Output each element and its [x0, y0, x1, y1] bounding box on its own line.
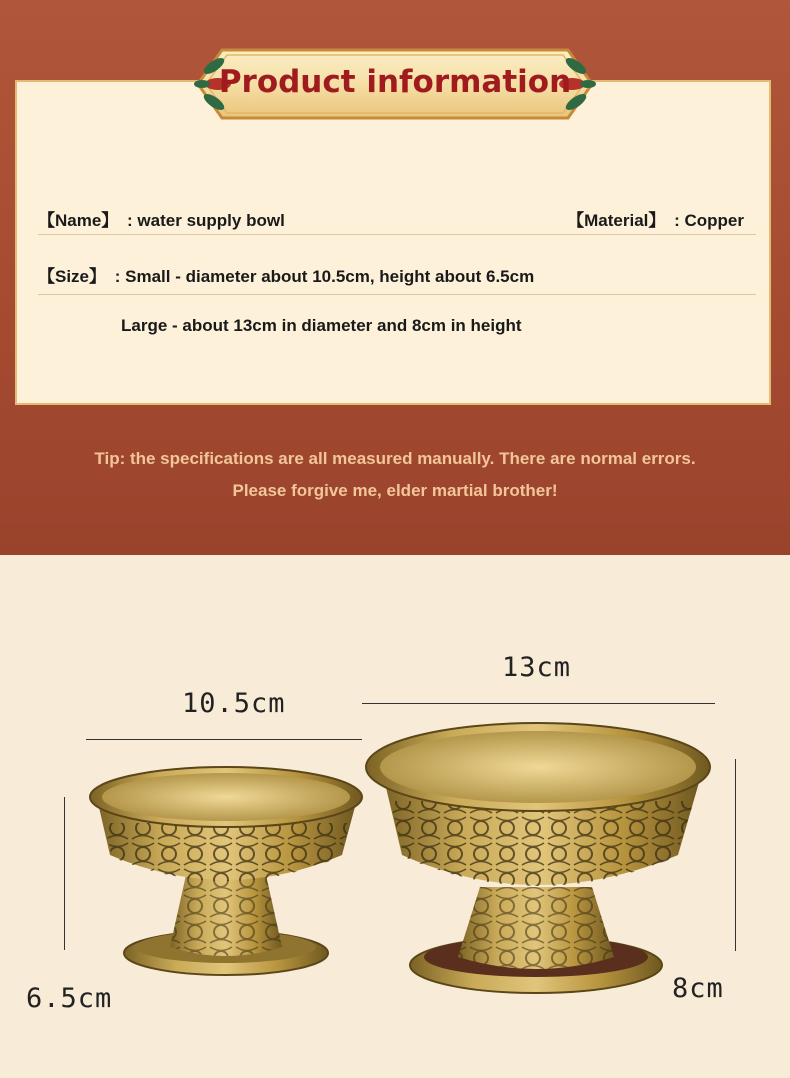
- large-diameter-label: 13cm: [502, 652, 572, 683]
- material-label: 【Material】: [567, 211, 666, 230]
- small-diameter-label: 10.5cm: [182, 688, 286, 719]
- material-value: : Copper: [674, 211, 744, 230]
- name-value: : water supply bowl: [127, 211, 285, 230]
- page-title: Product information: [218, 64, 572, 100]
- tip-line-1: Tip: the specifications are all measured manually. There are normal errors.: [94, 449, 696, 468]
- size-small-value: : Small - diameter about 10.5cm, height about 6.5cm: [114, 267, 535, 286]
- large-height-line: [735, 759, 736, 951]
- product-photo: [0, 555, 790, 1073]
- small-height-line: [64, 797, 65, 950]
- large-diameter-line: [362, 703, 715, 704]
- small-diameter-line: [86, 739, 362, 740]
- size-label: 【Size】: [38, 267, 107, 286]
- size-row: [38, 262, 534, 287]
- size-large-value: Large - about 13cm in diameter and 8cm in height: [121, 316, 522, 335]
- large-height-label: 8cm: [672, 973, 724, 1004]
- name-row: [38, 206, 285, 231]
- divider: [38, 294, 756, 295]
- material-row: [567, 206, 744, 231]
- name-label: 【Name】: [38, 211, 119, 230]
- divider: [38, 234, 756, 235]
- tip-line-2: Please forgive me, elder martial brother!: [232, 481, 558, 500]
- small-bowl: [90, 767, 362, 975]
- large-bowl: [366, 723, 710, 993]
- info-card: [15, 80, 771, 405]
- small-height-label: 6.5cm: [26, 983, 113, 1014]
